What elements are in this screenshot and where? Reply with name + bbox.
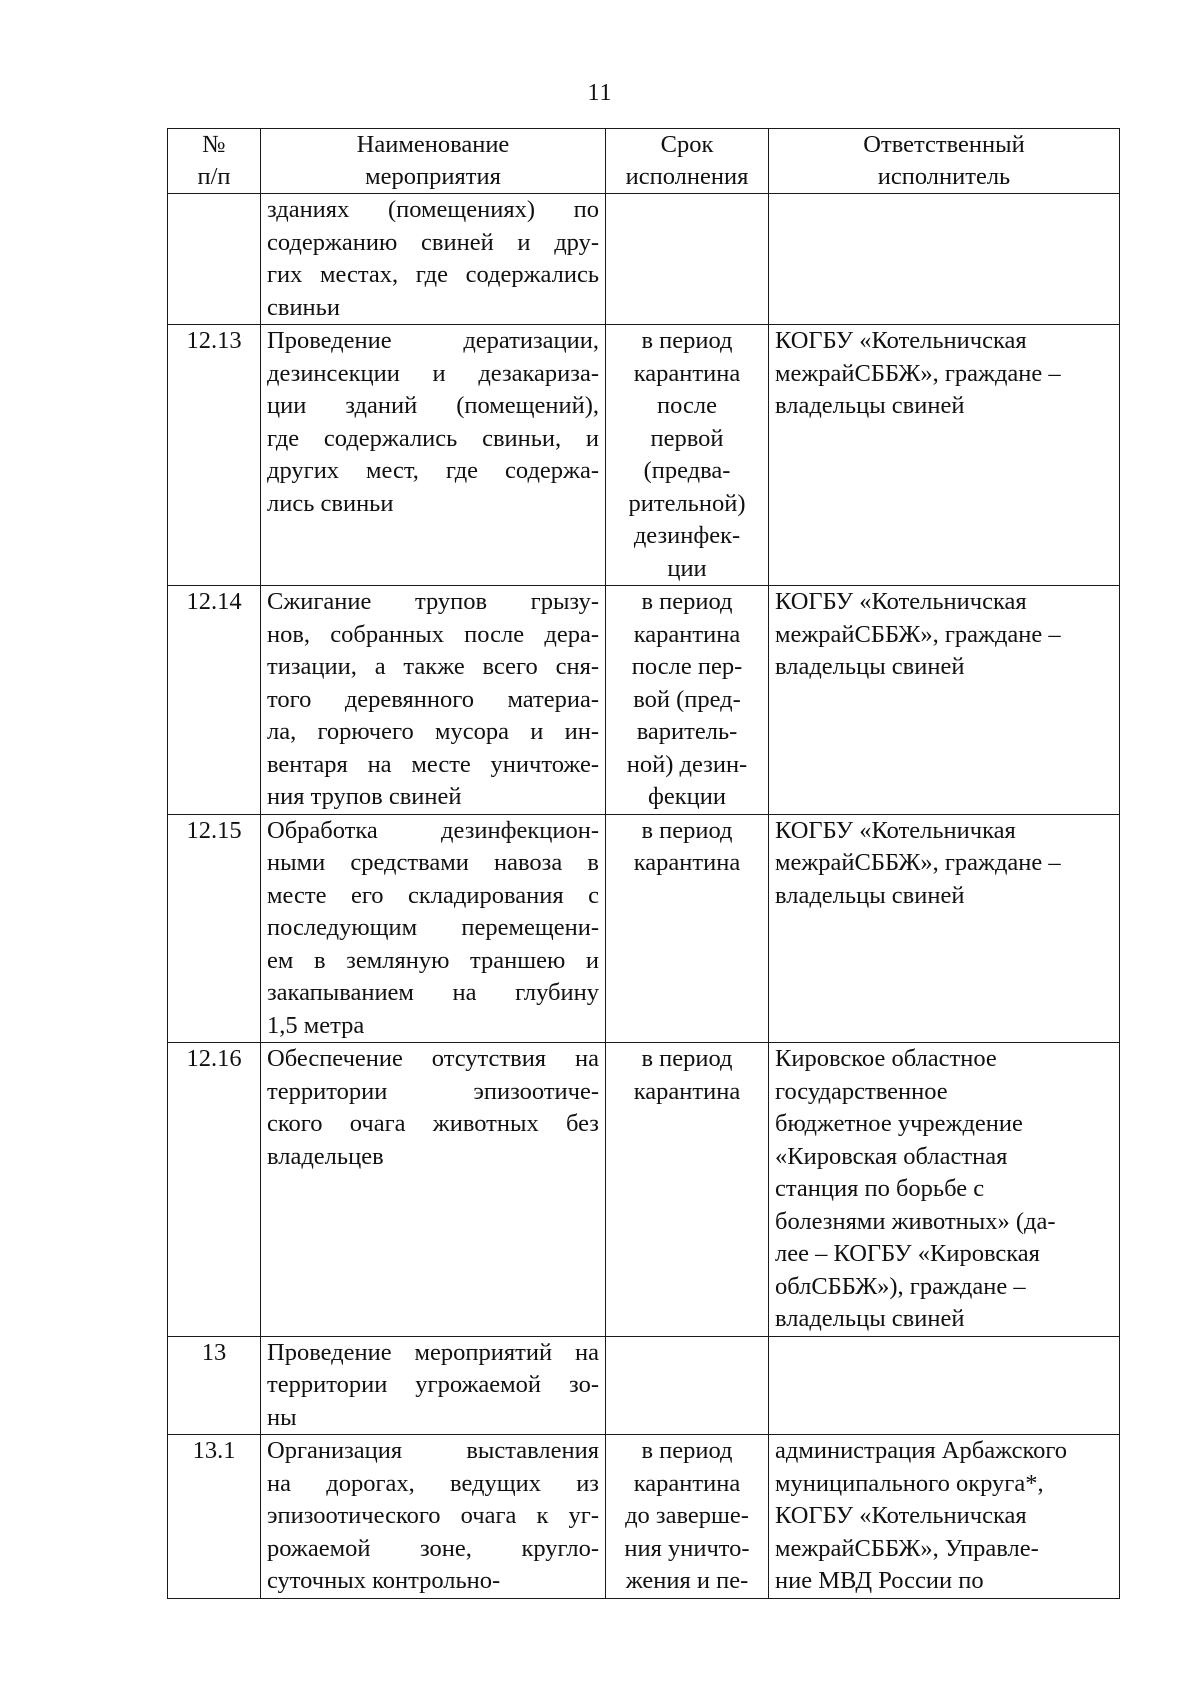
responsible bbox=[769, 1336, 1120, 1435]
measure-name-line: территории эпизоотиче- bbox=[267, 1077, 599, 1105]
measure-name-line: рожаемой зоне, кругло- bbox=[267, 1534, 599, 1562]
responsible-line: станция по борьбе с bbox=[775, 1175, 985, 1202]
table-header-row bbox=[168, 129, 1120, 194]
table-row bbox=[168, 194, 1120, 325]
measure-name bbox=[261, 194, 606, 325]
deadline-line: в период bbox=[641, 816, 733, 844]
measure-name-line: ны bbox=[267, 1403, 297, 1431]
responsible-line: межрайСББЖ», граждане – bbox=[775, 849, 1061, 876]
measure-name-line: территории угрожаемой зо- bbox=[267, 1371, 599, 1398]
responsible-line: государственное bbox=[775, 1077, 948, 1105]
deadline-line: карантина bbox=[633, 849, 741, 876]
responsible bbox=[769, 1043, 1120, 1337]
responsible-line: КОГБУ «Котельничская bbox=[775, 1502, 1027, 1529]
measure-name-line: последующим перемещени- bbox=[267, 914, 599, 941]
measure-name-line: зданиях (помещениях) по bbox=[267, 196, 599, 223]
responsible bbox=[769, 325, 1120, 586]
responsible bbox=[769, 814, 1120, 1043]
deadline-line: после пер- bbox=[631, 653, 743, 680]
responsible-line: муниципального округа*, bbox=[775, 1469, 1044, 1497]
deadline bbox=[606, 814, 769, 1043]
measure-name bbox=[261, 325, 606, 586]
measure-name-line: свиньи bbox=[267, 293, 340, 321]
table-row bbox=[168, 1336, 1120, 1435]
measure-name-line: ции зданий (помещений), bbox=[267, 392, 599, 419]
table-row bbox=[168, 1043, 1120, 1337]
deadline-line: варитель- bbox=[636, 718, 738, 745]
responsible-line: бюджетное учреждение bbox=[775, 1110, 1023, 1137]
header-responsible: Ответственный исполнитель bbox=[769, 129, 1120, 194]
responsible bbox=[769, 586, 1120, 815]
deadline bbox=[606, 1336, 769, 1435]
measure-name-line: Сжигание трупов грызу- bbox=[267, 588, 599, 615]
deadline-line: карантина bbox=[633, 1469, 741, 1497]
deadline-line: дезинфек- bbox=[633, 522, 741, 549]
measure-name-line: ными средствами навоза в bbox=[267, 849, 599, 876]
responsible-line: владельцы свиней bbox=[775, 653, 965, 680]
responsible-line: Кировское областное bbox=[775, 1045, 997, 1072]
deadline bbox=[606, 586, 769, 815]
responsible-line: КОГБУ «Котельничкая bbox=[775, 816, 1016, 844]
measure-name-line: ла, горючего мусора и ин- bbox=[267, 718, 599, 745]
measure-name-line: гих местах, где содержались bbox=[267, 261, 599, 288]
responsible-line: межрайСББЖ», граждане – bbox=[775, 620, 1061, 648]
responsible-line: ние МВД России по bbox=[775, 1567, 984, 1594]
deadline-line: карантина bbox=[633, 620, 741, 648]
responsible-line: межрайСББЖ», Управле- bbox=[775, 1534, 1039, 1562]
row-number: 12.16 bbox=[168, 1043, 261, 1337]
deadline-line: карантина bbox=[633, 359, 741, 387]
responsible-line: межрайСББЖ», граждане – bbox=[775, 359, 1061, 387]
row-number bbox=[168, 194, 261, 325]
row-number: 12.15 bbox=[168, 814, 261, 1043]
measure-name-line: лись свиньи bbox=[267, 489, 394, 517]
deadline-line: жения и пе- bbox=[625, 1567, 749, 1594]
measure-name-line: эпизоотического очага к уг- bbox=[267, 1502, 599, 1529]
deadline-line: в период bbox=[641, 327, 733, 354]
deadline-line: в период bbox=[641, 1437, 733, 1464]
measure-name-line: дезинсекции и дезакариза- bbox=[267, 359, 599, 387]
responsible-line: владельцы свиней bbox=[775, 1305, 965, 1332]
deadline-line: вой (пред- bbox=[633, 685, 741, 713]
measure-name-line: месте его складирования с bbox=[267, 881, 599, 909]
deadline-line: ния уничто- bbox=[624, 1534, 750, 1562]
table-row bbox=[168, 325, 1120, 586]
deadline-line: ной) дезин- bbox=[626, 750, 748, 778]
deadline-line: после bbox=[657, 392, 717, 419]
deadline-line: рительной) bbox=[628, 489, 746, 517]
responsible-line: облСББЖ»), граждане – bbox=[775, 1272, 1026, 1300]
measure-name-line: закапыванием на глубину bbox=[267, 979, 599, 1006]
deadline bbox=[606, 1435, 769, 1599]
deadline-line: в период bbox=[641, 588, 733, 615]
table-row bbox=[168, 586, 1120, 815]
measure-name-line: на дорогах, ведущих из bbox=[267, 1469, 599, 1497]
measure-name-line: 1,5 метра bbox=[267, 1011, 365, 1039]
measure-name-line: Обеспечение отсутствия на bbox=[267, 1045, 599, 1072]
deadline-line: фекции bbox=[648, 783, 726, 810]
measure-name bbox=[261, 814, 606, 1043]
measure-name-line: владельцев bbox=[267, 1142, 384, 1170]
responsible-line: КОГБУ «Котельничская bbox=[775, 327, 1027, 354]
header-measure-name: Наименование мероприятия bbox=[261, 129, 606, 194]
responsible bbox=[769, 194, 1120, 325]
measure-name-line: нов, собранных после дера- bbox=[267, 620, 599, 648]
table-row bbox=[168, 814, 1120, 1043]
page-number: 11 bbox=[587, 80, 613, 106]
row-number: 13.1 bbox=[168, 1435, 261, 1599]
measure-name-line: ем в земляную траншею и bbox=[267, 946, 599, 974]
measure-name-line: других мест, где содержа- bbox=[267, 457, 599, 484]
responsible-line: болезнями животных» (да- bbox=[775, 1207, 1056, 1235]
responsible-line: владельцы свиней bbox=[775, 881, 965, 909]
measure-name-line: того деревянного материа- bbox=[267, 685, 599, 713]
measure-name-line: содержанию свиней и дру- bbox=[267, 228, 599, 256]
measure-name-line: Организация выставления bbox=[267, 1437, 599, 1464]
responsible bbox=[769, 1435, 1120, 1599]
header-deadline: Срок исполнения bbox=[606, 129, 769, 194]
deadline-line: в период bbox=[641, 1045, 733, 1072]
measure-name-line: ского очага животных без bbox=[267, 1110, 599, 1137]
measure-name-line: Проведение дератизации, bbox=[267, 327, 599, 354]
measure-name-line: где содержались свиньи, и bbox=[267, 424, 599, 452]
measure-name-line: Обработка дезинфекцион- bbox=[267, 816, 599, 844]
deadline-line: карантина bbox=[633, 1077, 741, 1105]
measure-name bbox=[261, 1336, 606, 1435]
measure-name-line: тизации, а также всего сня- bbox=[267, 653, 599, 680]
measure-name bbox=[261, 586, 606, 815]
deadline bbox=[606, 194, 769, 325]
measure-name-line: суточных контрольно- bbox=[267, 1567, 501, 1594]
deadline-line: первой bbox=[650, 424, 724, 452]
deadline-line: до заверше- bbox=[625, 1502, 749, 1529]
deadline-line: ции bbox=[667, 554, 707, 582]
responsible-line: лее – КОГБУ «Кировская bbox=[775, 1240, 1040, 1267]
row-number: 12.14 bbox=[168, 586, 261, 815]
deadline bbox=[606, 1043, 769, 1337]
responsible-line: КОГБУ «Котельничская bbox=[775, 588, 1027, 615]
measure-name-line: Проведение мероприятий на bbox=[267, 1338, 599, 1366]
measure-name bbox=[261, 1043, 606, 1337]
row-number: 12.13 bbox=[168, 325, 261, 586]
row-number: 13 bbox=[168, 1336, 261, 1435]
responsible-line: администрация Арбажского bbox=[775, 1437, 1068, 1464]
responsible-line: «Кировская областная bbox=[775, 1142, 1008, 1170]
measure-name bbox=[261, 1435, 606, 1599]
table-row bbox=[168, 1435, 1120, 1599]
deadline-line: (предва- bbox=[643, 457, 731, 484]
measures-table bbox=[167, 128, 1120, 1599]
deadline bbox=[606, 325, 769, 586]
measure-name-line: вентаря на месте уничтоже- bbox=[267, 750, 599, 778]
measure-name-line: ния трупов свиней bbox=[267, 783, 462, 810]
responsible-line: владельцы свиней bbox=[775, 392, 965, 419]
header-number: № п/п bbox=[168, 129, 261, 194]
